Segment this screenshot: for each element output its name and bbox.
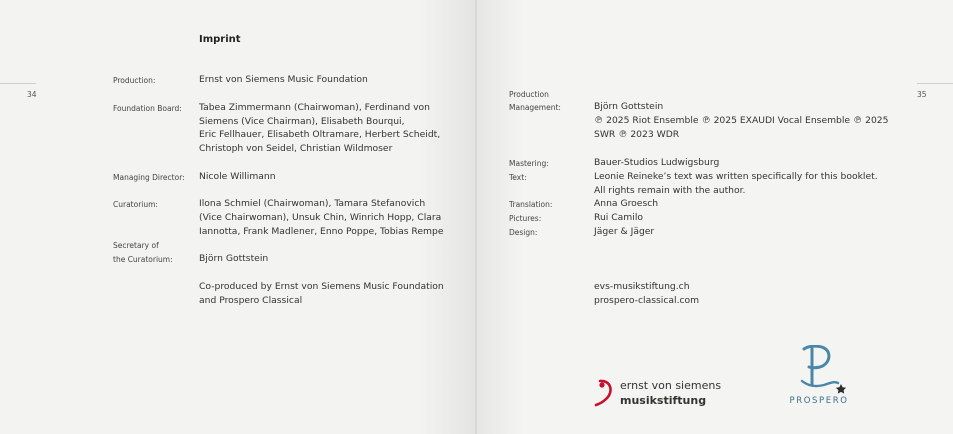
mastering-value: Bauer-Studios Ludwigsburg — [594, 157, 720, 168]
right-margin-rule — [917, 83, 953, 84]
text-line-2: All rights remain with the author. — [594, 185, 746, 196]
foundation-board-line-2: Siemens (Vice Chairman), Elisabeth Bourqui, — [199, 116, 405, 127]
foundation-board-label: Foundation Board: — [113, 104, 182, 113]
secretary-value: Björn Gottstein — [199, 253, 269, 264]
curatorium-line-3: Iannotta, Frank Madlener, Enno Poppe, Tobias Rempe — [199, 226, 444, 237]
text-line-1: Leonie Reineke’s text was written specifically for this booklet. — [594, 171, 878, 182]
prospero-logo-text: PROSPERO — [789, 396, 849, 406]
coproduced-line-2: and Prospero Classical — [199, 295, 303, 306]
design-label: Design: — [509, 228, 538, 237]
prospero-p-icon — [778, 345, 860, 395]
managing-director-label: Managing Director: — [113, 173, 185, 182]
production-value: Ernst von Siemens Music Foundation — [199, 74, 368, 85]
prospero-logo — [778, 345, 860, 411]
text-label: Text: — [509, 173, 527, 182]
page-number-left: 34 — [27, 90, 37, 99]
evs-logo-line-1: ernst von siemens — [620, 379, 722, 392]
page-title: Imprint — [199, 34, 241, 45]
production-label: Production: — [113, 76, 156, 85]
production-management-label-line-1: Production — [509, 90, 549, 99]
foundation-board-line-4: Christoph von Seidel, Christian Wildmoser — [199, 143, 393, 154]
page-number-right: 35 — [917, 90, 927, 99]
secretary-label-line-1: Secretary of — [113, 241, 159, 250]
translation-value: Anna Groesch — [594, 198, 659, 209]
mastering-label: Mastering: — [509, 159, 549, 168]
page-gutter — [475, 0, 477, 434]
production-management-label-line-2: Management: — [509, 103, 561, 112]
design-value: Jäger & Jäger — [594, 226, 655, 237]
production-management-line-1: Björn Gottstein — [594, 101, 664, 112]
foundation-board-line-1: Tabea Zimmermann (Chairwoman), Ferdinand von — [199, 102, 431, 113]
pictures-value: Rui Camilo — [594, 212, 643, 223]
foundation-board-line-3: Eric Fellhauer, Elisabeth Oltramare, Herbert Scheidt, — [199, 129, 441, 140]
curatorium-line-1: Ilona Schmiel (Chairwoman), Tamara Stefanovich — [199, 198, 426, 209]
prospero-website-link[interactable]: prospero-classical.com — [594, 295, 700, 306]
coproduced-line-1: Co-produced by Ernst von Siemens Music Foundation — [199, 281, 444, 292]
curatorium-line-2: (Vice Chairwoman), Unsuk Chin, Winrich Hopp, Clara — [199, 212, 442, 223]
evs-mark-icon — [594, 378, 616, 408]
evs-logo-line-2: musikstiftung — [620, 394, 707, 407]
managing-director-value: Nicole Willimann — [199, 171, 276, 182]
left-margin-rule — [0, 83, 36, 84]
curatorium-label: Curatorium: — [113, 200, 158, 209]
translation-label: Translation: — [509, 200, 553, 209]
right-page — [476, 0, 953, 434]
evs-website-link[interactable]: evs-musikstiftung.ch — [594, 281, 690, 292]
secretary-label-line-2: the Curatorium: — [113, 255, 173, 264]
pictures-label: Pictures: — [509, 214, 542, 223]
production-management-line-2: ℗ 2025 Riot Ensemble ℗ 2025 EXAUDI Vocal Ensemble ℗ 2025 — [594, 115, 889, 126]
production-management-line-3: SWR ℗ 2023 WDR — [594, 129, 680, 140]
